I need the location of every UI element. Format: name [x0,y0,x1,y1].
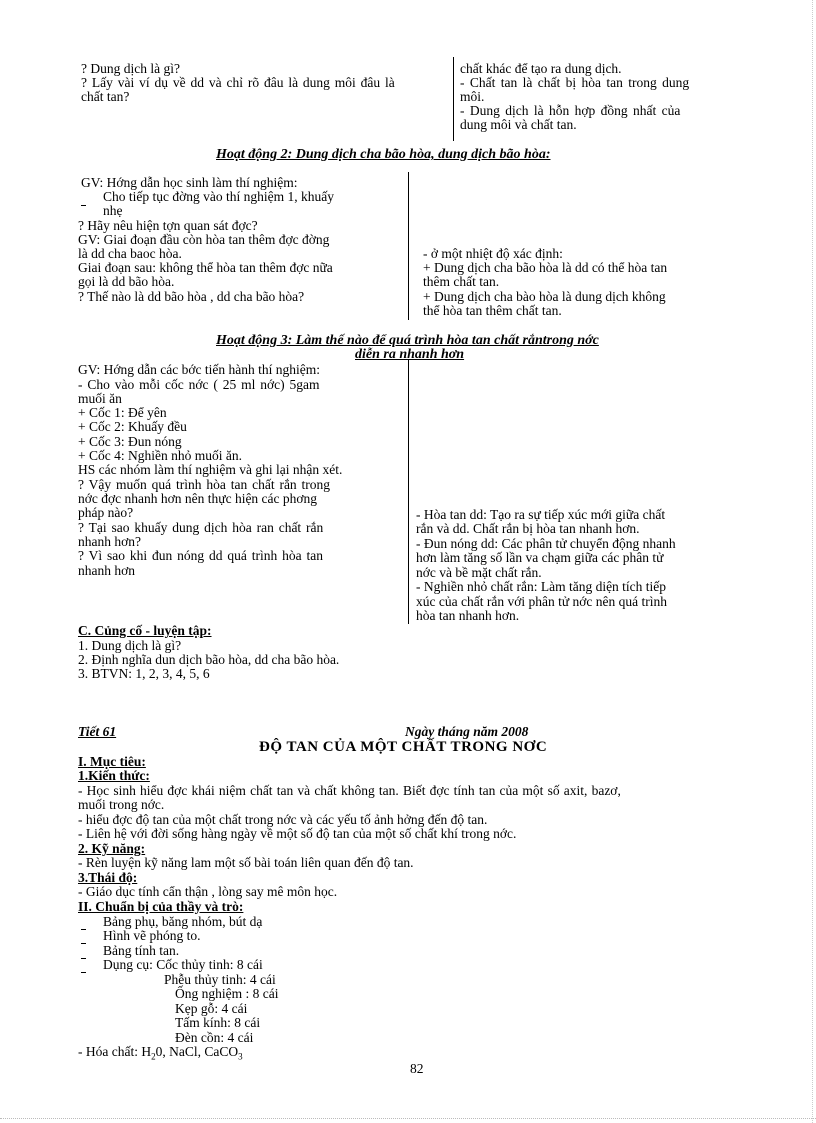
question: ? Lấy vài ví dụ về dd và chỉ rõ đâu là dung môi đâu là [81,75,395,90]
activity-3-answer: hơn làm tăng số lần va chạm giữa các phân tử [416,550,664,565]
activity-3-title: Hoạt động 3: Làm thế nào để quá trình hòa tan chất rắntrong nớc [216,333,599,348]
bullet [81,958,86,959]
activity-3-answer: - Hòa tan dd: Tạo ra sự tiếp xúc mới giữa chất [416,507,666,522]
tool-item: Kẹp gỗ: 4 cái [175,1001,248,1016]
activity-2-step: Cho tiếp tục đờng vào thí nghiệm 1, khuấy [103,189,334,204]
activity-3-step: ? Tại sao khuấy dung dịch hòa ran chất rắn [78,520,324,535]
activity-2-answer: thể hòa tan thêm chất tan. [423,303,562,318]
activity-2-answer: + Dung dịch cha bão hòa là dd có thể hòa tan [423,260,668,275]
activity-3-answer: rắn và dd. Chất rắn bị hòa tan nhanh hơn. [416,521,640,536]
prep-item: Bảng phụ, băng nhóm, bút dạ [103,914,263,929]
activity-2-step: GV: Hớng dẫn học sinh làm thí nghiệm: [81,175,298,190]
consolidation-item: 1. Dung dịch là gì? [78,638,182,653]
activity-3-step: muối ăn [78,391,122,406]
page-border [0,1118,816,1119]
activity-2-step: nhẹ [103,203,123,218]
activity-3-answer: nớc và bề mặt chất rắn. [416,565,542,580]
answer: chất khác để tạo ra dung dịch. [460,61,622,76]
page-border [812,0,813,1123]
section-heading: 1.Kiến thức: [78,768,150,783]
answer: môi. [460,89,485,104]
activity-3-step: ? Vậy muốn quá trình hòa tan chất rắn trong [78,477,331,492]
activity-2-answer: + Dung dịch cha bào hòa là dung dịch không [423,289,666,304]
activity-3-answer: - Nghiền nhỏ chất rắn: Làm tăng diện tích tiếp [416,579,667,594]
knowledge-item: - hiểu đợc độ tan của một chất trong nớc và các yếu tố ảnh hởng đến độ tan. [78,812,488,827]
section-heading: II. Chuẩn bị của thầy và trò: [78,899,244,914]
lesson-date: Ngày tháng năm 2008 [405,724,529,739]
chemicals-line [78,1045,243,1064]
activity-3-step: - Cho vào mỗi cốc nớc ( 25 ml nớc) 5gam [78,377,320,392]
page-number: 82 [410,1061,424,1076]
prep-item: Bảng tính tan. [103,943,180,958]
activity-2-step: ? Thế nào là dd bão hòa , dd cha bão hòa? [78,289,305,304]
chemicals-label: - Hóa chất: H [78,1044,152,1059]
table-divider [453,57,454,141]
activity-3-answer: - Đun nóng dd: Các phân tử chuyển động nhanh [416,536,676,551]
tool-item: Ống nghiệm : 8 cái [175,986,279,1001]
activity-3-step: HS các nhóm làm thí nghiệm và ghi lại nhận xét. [78,462,343,477]
activity-2-step: gọi là dd bão hòa. [78,274,175,289]
answer: dung môi và chất tan. [460,117,577,132]
bullet [81,205,86,206]
question: ? Dung dịch là gì? [81,61,180,76]
knowledge-item: - Học sinh hiểu đợc khái niệm chất tan và chất không tan. Biết đợc tính tan của một số axit, bazơ, [78,783,621,798]
table-divider [408,360,409,624]
consolidation-item: 2. Định nghĩa dun dịch bão hòa, dd cha bão hòa. [78,652,340,667]
activity-3-answer: xúc của chất rắn với phân tử nớc nên quá trình [416,594,668,609]
answer: - Dung dịch là hỗn hợp đồng nhất của [460,103,681,118]
activity-2-step: GV: Giai đoạn đầu còn hòa tan thêm đợc đờng [78,232,330,247]
subscript: 2 [151,1051,156,1062]
activity-2-title: Hoạt động 2: Dung dịch cha bão hòa, dung dịch bão hòa: [216,147,551,162]
table-divider [408,172,409,320]
activity-2-step: ? Hãy nêu hiện tợn quan sát đợc? [78,218,258,233]
activity-3-step: pháp nào? [78,505,134,520]
skills-item: - Rèn luyện kỹ năng lam một số bài toán liên quan đến độ tan. [78,855,414,870]
subscript: 3 [238,1051,243,1062]
chemicals-list: 0, NaCl, CaCO [155,1044,239,1059]
activity-3-step: + Cốc 3: Đun nóng [78,434,182,449]
bullet [81,972,86,973]
activity-3-step: + Cốc 1: Để yên [78,405,167,420]
activity-3-answer: hòa tan nhanh hơn. [416,608,520,623]
section-heading: 2. Kỹ năng: [78,841,146,856]
bullet [81,943,86,944]
activity-3-step: nớc đợc nhanh hơn nên thực hiện các phơng [78,491,318,506]
attitude-item: - Giáo dục tính cẩn thận , lòng say mê môn học. [78,884,338,899]
tool-item: Phễu thủy tinh: 4 cái [164,972,276,987]
activity-2-step: là dd cha baoc hòa. [78,246,182,261]
activity-3-step: + Cốc 4: Nghiền nhỏ muối ăn. [78,448,242,463]
bullet [81,929,86,930]
activity-3-step: nhanh hơn? [78,534,141,549]
answer: - Chất tan là chất bị hòa tan trong dung [460,75,690,90]
activity-3-step: GV: Hớng dẫn các bớc tiến hành thí nghiệm: [78,362,320,377]
prep-item: Hình vẽ phóng to. [103,928,201,943]
question: chất tan? [81,89,130,104]
activity-2-step: Giai đoạn sau: không thể hòa tan thêm đợc nữa [78,260,333,275]
prep-item: Dụng cụ: Cốc thủy tinh: 8 cái [103,957,263,972]
section-heading: I. Mục tiêu: [78,754,146,769]
activity-3-step: + Cốc 2: Khuấy đều [78,419,187,434]
activity-3-title: diễn ra nhanh hơn [355,347,465,362]
tool-item: Tấm kính: 8 cái [175,1015,261,1030]
knowledge-item: muối trong nớc. [78,797,165,812]
lesson-period: Tiết 61 [78,724,117,739]
lesson-title: ĐỘ TAN CỦA MỘT CHẤT TRONG NƠC [259,739,548,755]
activity-2-answer: - ở một nhiệt độ xác định: [423,246,563,261]
section-heading: 3.Thái độ: [78,870,138,885]
consolidation-item: 3. BTVN: 1, 2, 3, 4, 5, 6 [78,666,210,681]
consolidation-title: C. Củng cố - luyện tập: [78,623,212,638]
knowledge-item: - Liên hệ với đời sống hàng ngày về một số độ tan của một số chất khí trong nớc. [78,826,517,841]
activity-3-step: ? Vì sao khi đun nóng dd quá trình hòa tan [78,548,323,563]
activity-2-answer: thêm chất tan. [423,274,500,289]
activity-3-step: nhanh hơn [78,563,136,578]
tool-item: Đèn cồn: 4 cái [175,1030,254,1045]
